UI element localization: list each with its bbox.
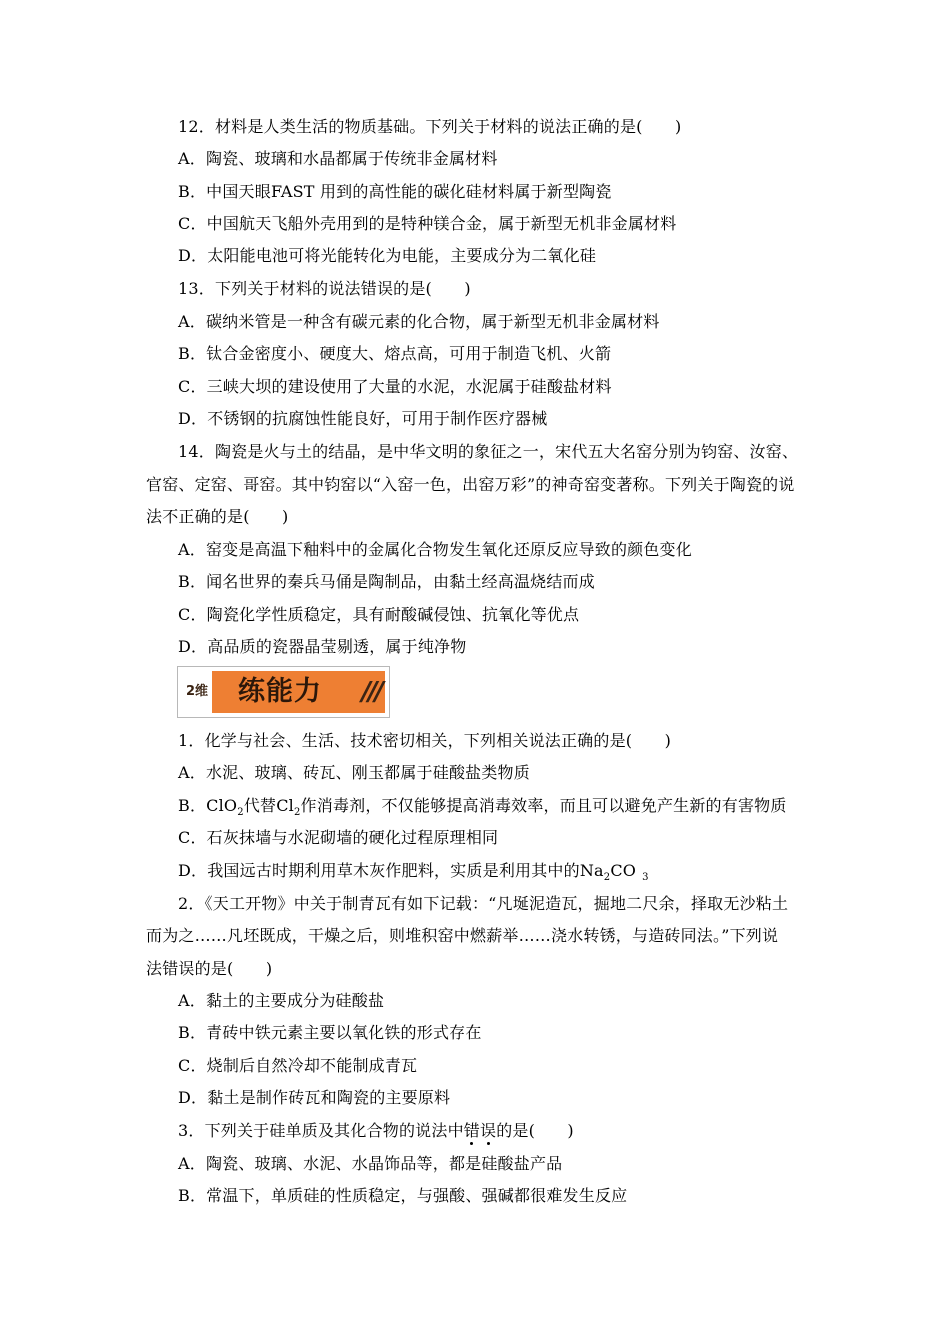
question-14-stem-line1: 14．陶瓷是火与土的结晶，是中华文明的象征之一，宋代五大名窑分别为钧窑、汝窑、 xyxy=(178,442,799,461)
practice-1-option-b-middle: 代替Cl xyxy=(243,796,294,815)
practice-2-option-c: C．烧制后自然冷却不能制成青瓦 xyxy=(178,1056,418,1075)
question-12-option-a: A．陶瓷、玻璃和水晶都属于传统非金属材料 xyxy=(178,149,498,168)
practice-2-stem-line1: 2．《天工开物》中关于制青瓦有如下记载：“凡埏泥造瓦，掘地二尺余，择取无沙粘土 xyxy=(178,894,789,913)
question-12-option-c: C．中国航天飞船外壳用到的是特种镁合金，属于新型无机非金属材料 xyxy=(178,214,677,233)
question-12-stem: 12．材料是人类生活的物质基础。下列关于材料的说法正确的是( ) xyxy=(178,117,682,136)
question-14-stem-line3: 法不正确的是( ) xyxy=(146,507,289,526)
practice-3-option-b: B．常温下，单质硅的性质稳定，与强酸、强碱都很难发生反应 xyxy=(178,1186,628,1205)
section-banner-tag: 2维 xyxy=(182,671,212,713)
question-14-stem-line2: 官窑、定窑、哥窑。其中钧窑以“入窑一色，出窑万彩”的神奇窑变著称。下列关于陶瓷的说 xyxy=(146,475,795,494)
question-13-stem: 13．下列关于材料的说法错误的是( ) xyxy=(178,279,471,298)
practice-1-option-d-prefix: D．我国远古时期利用草木灰作肥料，实质是利用其中的Na xyxy=(178,861,604,880)
practice-1-option-c: C．石灰抹墙与水泥砌墙的硬化过程原理相同 xyxy=(178,828,499,847)
question-13-option-d: D．不锈钢的抗腐蚀性能良好，可用于制作医疗器械 xyxy=(178,409,548,428)
practice-2-stem-line2: 而为之……凡坯既成，干燥之后，则堆积窑中燃薪举……浇水转锈，与造砖同法。”下列说 xyxy=(146,926,779,945)
practice-1-option-d-subscript-1: 2 xyxy=(603,872,611,883)
practice-1-option-b xyxy=(178,796,787,823)
practice-1-option-b-subscript-1: 2 xyxy=(237,807,244,818)
practice-2-stem-line3: 法错误的是( ) xyxy=(146,959,273,978)
question-12-option-b: B．中国天眼FAST 用到的高性能的碳化硅材料属于新型陶瓷 xyxy=(178,182,612,201)
section-banner-slashes: /// xyxy=(361,677,381,707)
question-14-option-d: D．高品质的瓷器晶莹剔透，属于纯净物 xyxy=(178,637,467,656)
practice-3-stem-suffix: 的是( ) xyxy=(496,1121,574,1140)
question-14-option-a: A．窑变是高温下釉料中的金属化合物发生氧化还原反应导致的颜色变化 xyxy=(178,540,692,559)
practice-2-option-a: A．黏土的主要成分为硅酸盐 xyxy=(178,991,385,1010)
question-12-option-d: D．太阳能电池可将光能转化为电能，主要成分为二氧化硅 xyxy=(178,246,597,265)
practice-2-option-d: D．黏土是制作砖瓦和陶瓷的主要原料 xyxy=(178,1088,451,1107)
practice-1-option-b-prefix: B．ClO xyxy=(178,796,238,815)
practice-1-option-d xyxy=(178,861,649,888)
practice-3-option-a: A．陶瓷、玻璃、水泥、水晶饰品等，都是硅酸盐产品 xyxy=(178,1154,563,1173)
question-14-option-c: C．陶瓷化学性质稳定，具有耐酸碱侵蚀、抗氧化等优点 xyxy=(178,605,580,624)
practice-1-option-d-subscript-2: 3 xyxy=(642,872,649,883)
practice-3-emphasis-char-2: 误 xyxy=(479,1121,497,1140)
practice-1-stem: 1．化学与社会、生活、技术密切相关，下列相关说法正确的是( ) xyxy=(178,731,672,750)
practice-1-option-b-suffix: 作消毒剂，不仅能够提高消毒效率，而且可以避免产生新的有害物质 xyxy=(300,796,787,815)
question-14-option-b: B．闻名世界的秦兵马俑是陶制品，由黏土经高温烧结而成 xyxy=(178,572,595,591)
practice-1-option-b-subscript-2: 2 xyxy=(293,807,301,818)
question-13-option-b: B．钛合金密度小、硬度大、熔点高，可用于制造飞机、火箭 xyxy=(178,344,612,363)
question-13-option-c: C．三峡大坝的建设使用了大量的水泥，水泥属于硅酸盐材料 xyxy=(178,377,612,396)
practice-1-option-a: A．水泥、玻璃、砖瓦、刚玉都属于硅酸盐类物质 xyxy=(178,763,530,782)
practice-3-stem-prefix: 3．下列关于硅单质及其化合物的说法中 xyxy=(178,1121,464,1140)
practice-1-option-d-middle: CO xyxy=(610,861,637,880)
section-banner xyxy=(177,666,390,718)
question-13-option-a: A．碳纳米管是一种含有碳元素的化合物，属于新型无机非金属材料 xyxy=(178,312,660,331)
practice-2-option-b: B．青砖中铁元素主要以氧化铁的形式存在 xyxy=(178,1023,482,1042)
section-banner-title: 练能力 xyxy=(238,676,322,707)
practice-3-emphasis-char-1: 错 xyxy=(463,1121,480,1140)
practice-3-stem xyxy=(178,1121,574,1141)
